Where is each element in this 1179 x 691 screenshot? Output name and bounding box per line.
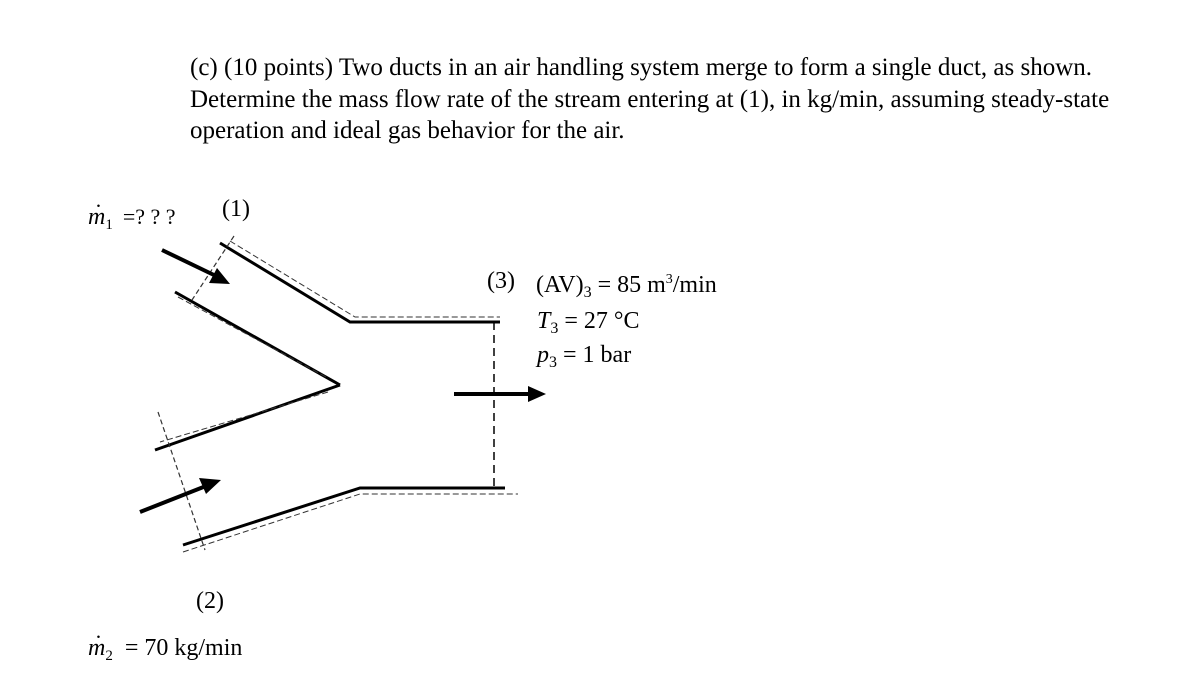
stream2-label: (2) — [196, 588, 224, 614]
stream3-volumetric-flow — [536, 273, 717, 301]
stream3-t-value: = 27 °C — [564, 308, 640, 334]
stream3-p-subscript: 3 — [549, 354, 557, 371]
stream1-value: =? ? ? — [122, 204, 176, 229]
stream1-m-symbol: · m — [88, 205, 105, 229]
stream3-av-value: = 85 m — [597, 272, 666, 298]
stream1-subscript: 1 — [105, 217, 113, 233]
stream3-t-symbol: T — [537, 308, 551, 334]
outlet-3-flow-arrow-head — [528, 386, 546, 402]
upper-duct-outer-wall — [220, 243, 500, 322]
inlet-2-flow-arrow-shaft — [140, 486, 206, 512]
stream2-value: = 70 kg/min — [124, 635, 243, 661]
stream1-mass-flow — [88, 205, 176, 233]
lower-duct-inner-wall — [155, 385, 340, 450]
inlet-2-boundary — [158, 412, 205, 550]
stream3-p-symbol: p — [537, 342, 549, 368]
stream3-av-exponent: 3 — [665, 272, 673, 287]
stream3-av-symbol: (AV) — [536, 272, 584, 298]
stream3-p-value: = 1 bar — [563, 342, 632, 368]
stream1-label: (1) — [222, 196, 250, 222]
stream3-t-subscript: 3 — [550, 320, 559, 337]
stream3-av-unit: /min — [672, 272, 717, 298]
stream3-temperature — [537, 309, 640, 337]
upper-duct-outer-wall-shadow — [230, 241, 500, 317]
stream3-av-subscript: 3 — [583, 284, 592, 301]
stream2-m-symbol: · m — [88, 636, 105, 660]
problem-text: (c) (10 points) Two ducts in an air handling system merge to form a single duct, as shown. Determine the mass flow rate of the stream entering at (1), in kg/min, assuming steady-state operation and ideal gas behavior for the air. — [190, 54, 1110, 144]
stream2-subscript: 2 — [105, 648, 113, 664]
stream2-mass-flow — [88, 636, 242, 664]
inlet-1-flow-arrow-shaft — [162, 250, 216, 276]
upper-duct-inner-wall-shadow — [178, 297, 328, 378]
stream3-pressure — [537, 343, 631, 371]
lower-duct-outer-wall-shadow — [183, 494, 518, 552]
stream3-label: (3) — [487, 268, 515, 294]
